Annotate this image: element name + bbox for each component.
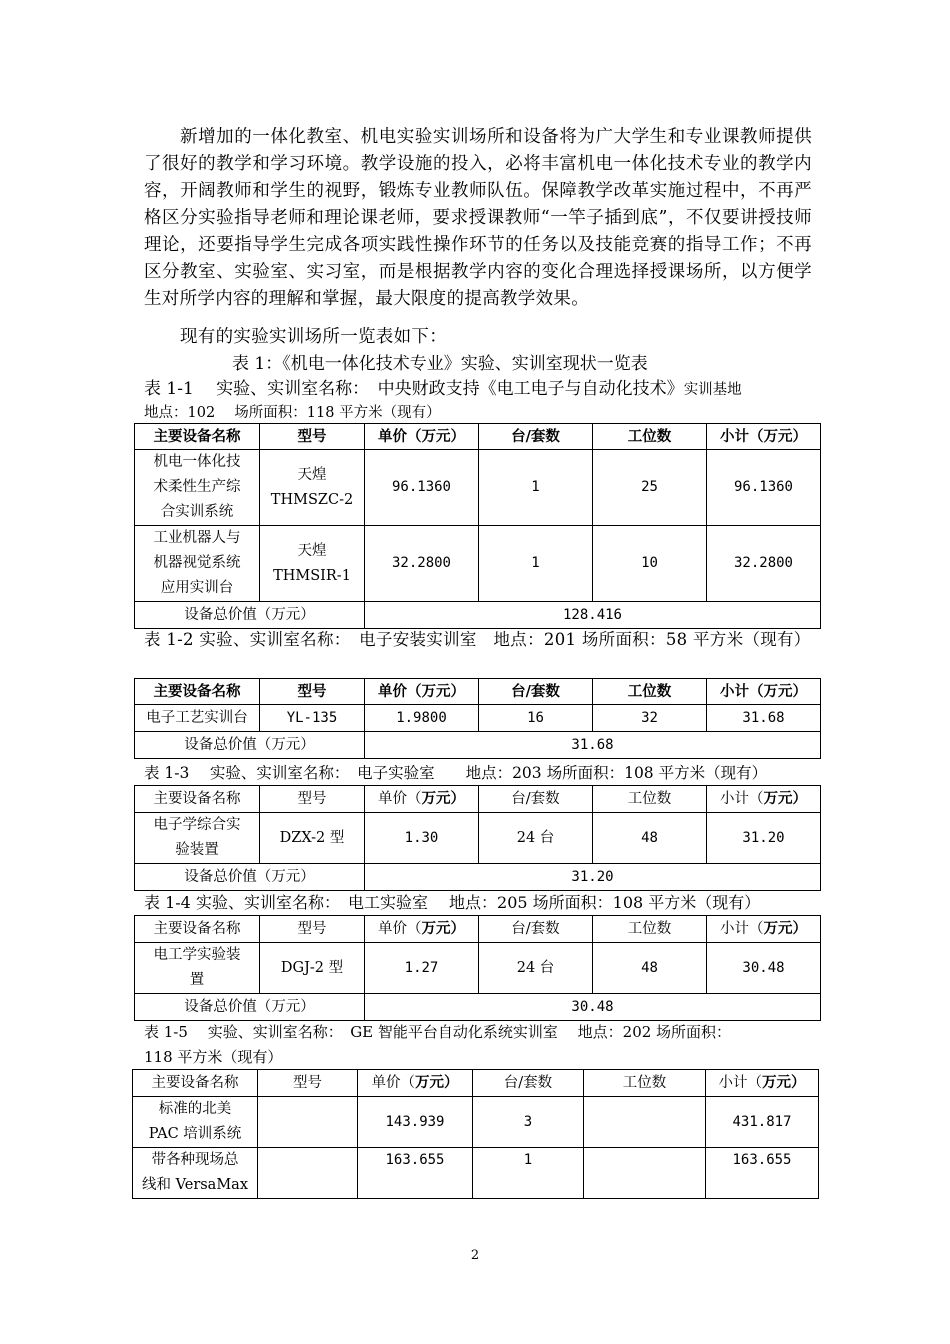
table-header-row (133, 1070, 819, 1097)
table-row (135, 705, 821, 732)
header-equipment-name: 主要设备名称 (133, 1070, 258, 1097)
total-label: 设备总价值（万元） (135, 732, 365, 759)
table-total-row (135, 732, 821, 759)
table-1-5-caption: 表 1-5 实验、实训室名称： GE 智能平台自动化系统实训室 地点：202 场所面积： (144, 1023, 732, 1041)
subtotal-cell: 96.1360 (707, 450, 821, 526)
table-1-1 (134, 423, 821, 629)
table-1-4-caption: 表 1-4 实验、实训室名称： 电工实验室 地点：205 场所面积：108 平方米（现有） (144, 893, 761, 912)
header-equipment-name: 主要设备名称 (135, 679, 260, 705)
total-value: 31.68 (365, 732, 821, 759)
table-1-2 (134, 678, 821, 759)
header-stations: 工位数 (584, 1070, 706, 1097)
equipment-name-cell: 电子学综合实 验装置 (135, 813, 260, 864)
stations-cell: 10 (593, 526, 707, 602)
subtotal-cell: 32.2800 (707, 526, 821, 602)
model-cell: 天煌 THMSIR-1 (260, 526, 365, 602)
equipment-name-cell: 机电一体化技 术柔性生产综 合实训系统 (135, 450, 260, 526)
table-1-4 (134, 915, 821, 1021)
equipment-name-cell: 电工学实验装 置 (135, 943, 260, 994)
model-cell (258, 1097, 358, 1148)
table-1-5 (132, 1069, 819, 1199)
table-1-2-caption: 表 1-2 实验、实训室名称： 电子安装实训室 地点：201 场所面积：58 平方米（现有） (144, 630, 811, 649)
table-row (133, 1097, 819, 1148)
main-table-caption: 表 1：《机电一体化技术专业》实验、实训室现状一览表 (232, 354, 648, 374)
model-cell: 天煌 THMSZC-2 (260, 450, 365, 526)
table-header-row (135, 916, 821, 943)
unit-price-cell: 1.30 (365, 813, 479, 864)
header-model: 型号 (258, 1070, 358, 1097)
header-unit-price: 单价（万元） (365, 679, 479, 705)
stations-cell: 25 (593, 450, 707, 526)
quantity-cell: 16 (479, 705, 593, 732)
table-total-row (135, 994, 821, 1021)
intro-paragraph-2: 现有的实验实训场所一览表如下： (180, 327, 447, 347)
model-cell (258, 1148, 358, 1199)
stations-cell: 32 (593, 705, 707, 732)
table-1-3-caption: 表 1-3 实验、实训室名称： 电子实验室 地点：203 场所面积：108 平方米（现有） (144, 764, 768, 782)
page-number: 2 (470, 1248, 480, 1263)
header-equipment-name: 主要设备名称 (135, 786, 260, 813)
header-subtotal: 小计（万元） (706, 1070, 819, 1097)
model-cell: DZX-2 型 (260, 813, 365, 864)
table-1-5-area: 118 平方米（现有） (144, 1048, 283, 1066)
header-quantity: 台/套数 (479, 916, 593, 943)
header-equipment-name: 主要设备名称 (135, 424, 260, 450)
header-subtotal: 小计（万元） (707, 786, 821, 813)
quantity-cell: 24 台 (479, 943, 593, 994)
header-stations: 工位数 (593, 786, 707, 813)
header-stations: 工位数 (593, 679, 707, 705)
header-model: 型号 (260, 916, 365, 943)
subtotal-cell: 30.48 (707, 943, 821, 994)
table-1-3 (134, 785, 821, 891)
quantity-cell: 1 (479, 526, 593, 602)
subtotal-cell: 31.68 (707, 705, 821, 732)
header-model: 型号 (260, 424, 365, 450)
header-model: 型号 (260, 679, 365, 705)
table-header-row (135, 786, 821, 813)
table-header-row (135, 424, 821, 450)
table-row (135, 943, 821, 994)
table-1-1-caption: 表 1-1 实验、实训室名称： 中央财政支持《电工电子与自动化技术》实训基地 (144, 379, 742, 399)
stations-cell (584, 1097, 706, 1148)
equipment-name-cell: 工业机器人与 机器视觉系统 应用实训台 (135, 526, 260, 602)
header-subtotal: 小计（万元） (707, 679, 821, 705)
subtotal-cell: 431.817 (706, 1097, 819, 1148)
subtotal-cell: 163.655 (706, 1148, 819, 1199)
header-stations: 工位数 (593, 916, 707, 943)
table-row (135, 813, 821, 864)
stations-cell: 48 (593, 943, 707, 994)
unit-price-cell: 32.2800 (365, 526, 479, 602)
equipment-name-cell: 带各种现场总 线和 VersaMax (133, 1148, 258, 1199)
header-model: 型号 (260, 786, 365, 813)
total-label: 设备总价值（万元） (135, 994, 365, 1021)
header-equipment-name: 主要设备名称 (135, 916, 260, 943)
header-unit-price: 单价（万元） (358, 1070, 473, 1097)
header-stations: 工位数 (593, 424, 707, 450)
header-quantity: 台/套数 (479, 679, 593, 705)
quantity-cell: 3 (473, 1097, 584, 1148)
table-row (135, 450, 821, 526)
quantity-cell: 24 台 (479, 813, 593, 864)
table-row (135, 526, 821, 602)
table-1-1-location: 地点：102 场所面积：118 平方米（现有） (144, 405, 441, 421)
header-unit-price: 单价（万元） (365, 424, 479, 450)
table-total-row (135, 864, 821, 891)
model-cell: DGJ-2 型 (260, 943, 365, 994)
unit-price-cell: 143.939 (358, 1097, 473, 1148)
header-unit-price: 单价（万元） (365, 786, 479, 813)
quantity-cell: 1 (473, 1148, 584, 1199)
total-value: 31.20 (365, 864, 821, 891)
table-total-row (135, 602, 821, 629)
header-quantity: 台/套数 (479, 424, 593, 450)
table-row (133, 1148, 819, 1199)
unit-price-cell: 96.1360 (365, 450, 479, 526)
total-label: 设备总价值（万元） (135, 602, 365, 629)
unit-price-cell: 1.27 (365, 943, 479, 994)
intro-paragraph: 新增加的一体化教室、机电实验实训场所和设备将为广大学生和专业课教师提供了很好的教学和学习环境。教学设施的投入，必将丰富机电一体化技术专业的教学内容，开阔教师和学生的视野，锻炼专业教师队伍。保障教学改革实施过程中，不再严格区分实验指导老师和理论课老师，要求授课教师“一竿子插到底”，不仅要讲授技师理论，还要指导学生完成各项实践性操作环节的任务以及技能竞赛的指导工作；不再区分教室、实验室、实习室，而是根据教学内容的变化合理选择授课场所，以方便学生对所学内容的理解和掌握，最大限度的提高教学效果。 (144, 127, 812, 309)
header-quantity: 台/套数 (473, 1070, 584, 1097)
stations-cell: 48 (593, 813, 707, 864)
equipment-name-cell: 电子工艺实训台 (135, 705, 260, 732)
header-subtotal: 小计（万元） (707, 424, 821, 450)
quantity-cell: 1 (479, 450, 593, 526)
header-subtotal: 小计（万元） (707, 916, 821, 943)
unit-price-cell: 1.9800 (365, 705, 479, 732)
total-label: 设备总价值（万元） (135, 864, 365, 891)
equipment-name-cell: 标准的北美 PAC 培训系统 (133, 1097, 258, 1148)
stations-cell (584, 1148, 706, 1199)
subtotal-cell: 31.20 (707, 813, 821, 864)
table-header-row (135, 679, 821, 705)
total-value: 128.416 (365, 602, 821, 629)
model-cell: YL-135 (260, 705, 365, 732)
unit-price-cell: 163.655 (358, 1148, 473, 1199)
header-unit-price: 单价（万元） (365, 916, 479, 943)
header-quantity: 台/套数 (479, 786, 593, 813)
total-value: 30.48 (365, 994, 821, 1021)
